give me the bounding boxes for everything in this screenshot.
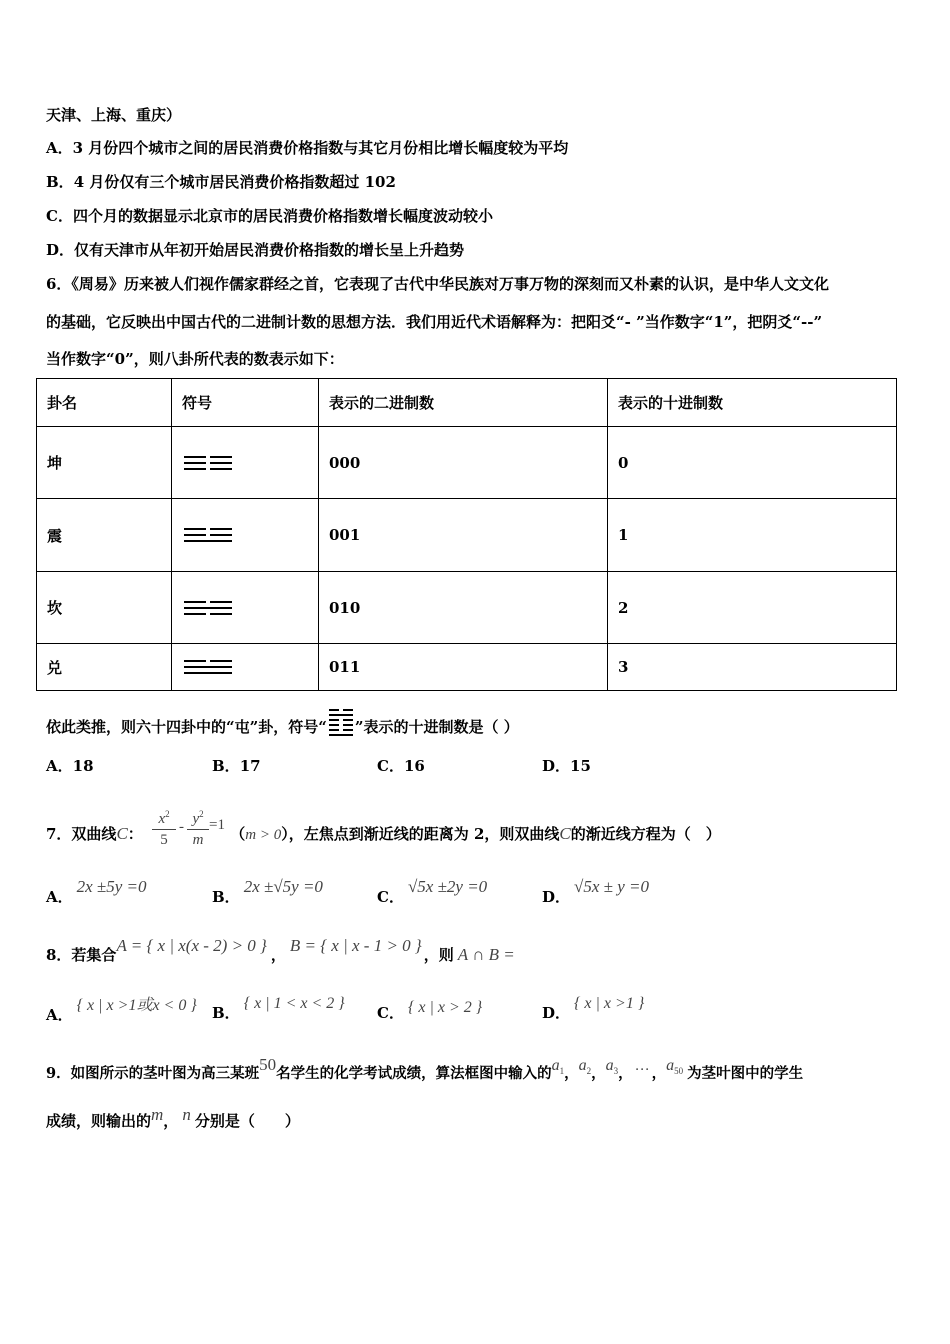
q5-option-d: D．仅有天津市从年初开始居民消费价格指数的增长呈上升趋势 (46, 241, 465, 259)
q5-option-b: B．4 月份仅有三个城市居民消费价格指数超过 102 (46, 173, 396, 191)
q7-option-c[interactable]: C．√5x ±2y =0 (377, 877, 488, 906)
gua-name: 震 (37, 499, 172, 572)
gua-symbol-zhen (172, 499, 319, 572)
fraction-x2-over-5: $\frac{x^2}{5}$ (152, 812, 176, 858)
q6-option-a[interactable]: A．18 (46, 757, 94, 775)
gua-name: 坎 (37, 572, 172, 644)
q5-option-c: C．四个月的数据显示北京市的居民消费价格指数增长幅度波动较小 (46, 207, 493, 225)
header-symbol: 符号 (172, 379, 319, 427)
q7-option-a[interactable]: A．2x ±5y =0 (46, 877, 147, 906)
gua-symbol-dui (172, 644, 319, 691)
q9-stem-line2: 成绩，则输出的m， n 分别是（ ） (46, 1105, 300, 1130)
q7-option-b[interactable]: B．2x ±√5y =0 (212, 877, 323, 906)
q6-stem-line2: 的基础，它反映出中国古代的二进制计数的思想方法．我们用近代术语解释为：把阳爻“- ”当作数字“1”，把阴爻“--” (46, 313, 823, 331)
q6-option-d[interactable]: D．15 (542, 757, 591, 775)
gua-name: 坤 (37, 427, 172, 499)
header-decimal: 表示的十进制数 (608, 379, 897, 427)
header-binary: 表示的二进制数 (319, 379, 608, 427)
fraction-y2-over-m: $\frac{y^2}{m}$ (187, 812, 209, 858)
gua-decimal: 0 (608, 427, 897, 499)
q6-option-c[interactable]: C．16 (377, 757, 425, 775)
table-row (37, 644, 897, 691)
gua-binary: 011 (319, 644, 608, 691)
q7-stem: 7．双曲线C： $\frac{x^2}{5}$ - $\frac{y^2}{m}$ =1 （m > 0），左焦点到渐近线的距离为 2，则双曲线C的渐近线方程为（ ） (46, 812, 721, 858)
gua-decimal: 1 (608, 499, 897, 572)
gua-symbol-kun (172, 427, 319, 499)
gua-binary: 001 (319, 499, 608, 572)
gua-binary: 000 (319, 427, 608, 499)
gua-name: 兑 (37, 644, 172, 691)
gua-binary: 010 (319, 572, 608, 644)
gua-decimal: 2 (608, 572, 897, 644)
q8-option-a[interactable]: A．{ x | x >1或x < 0 } (46, 997, 197, 1024)
header-name: 卦名 (37, 379, 172, 427)
q9-stem-line1: 9．如图所示的茎叶图为高三某班50名学生的化学考试成绩，算法框图中输入的$a_1$，$a_2$，$a_3$， … ，$a_{50}$ 为茎叶图中的学生 (46, 1055, 804, 1082)
table-row (37, 499, 897, 572)
q5-continuation: 天津、上海、重庆） (46, 106, 182, 124)
q6-question: 依此类推，则六十四卦中的“屯”卦，符号“ ”表示的十进制数是（ ） (46, 708, 519, 737)
table-row (37, 427, 897, 499)
bagua-table (36, 378, 897, 691)
q8-stem: 8．若集合A = { x | x(x - 2) > 0 } ， B = { x | x - 1 > 0 } ，则 A ∩ B = (46, 936, 515, 964)
q6-option-b[interactable]: B．17 (212, 757, 261, 775)
q6-stem-line1: 6．《周易》历来被人们视作儒家群经之首，它表现了古代中华民族对万事万物的深刻而又朴素的认识，是中华人文文化 (46, 275, 829, 293)
q5-option-a: A．3 月份四个城市之间的居民消费价格指数与其它月份相比增长幅度较为平均 (46, 139, 569, 157)
gua-decimal: 3 (608, 644, 897, 691)
q8-option-b[interactable]: B．{ x | 1 < x < 2 } (212, 995, 345, 1022)
gua-symbol-kan (172, 572, 319, 644)
q8-option-c[interactable]: C． { x | x > 2 } (377, 999, 483, 1022)
q8-option-d[interactable]: D．{ x | x >1 } (542, 995, 645, 1022)
zhun-hexagram-icon (329, 708, 353, 736)
table-row (37, 572, 897, 644)
q6-stem-line3: 当作数字“0”，则八卦所代表的数表示如下： (46, 350, 344, 368)
table-header-row (37, 379, 897, 427)
q7-option-d[interactable]: D．√5x ± y =0 (542, 877, 649, 906)
